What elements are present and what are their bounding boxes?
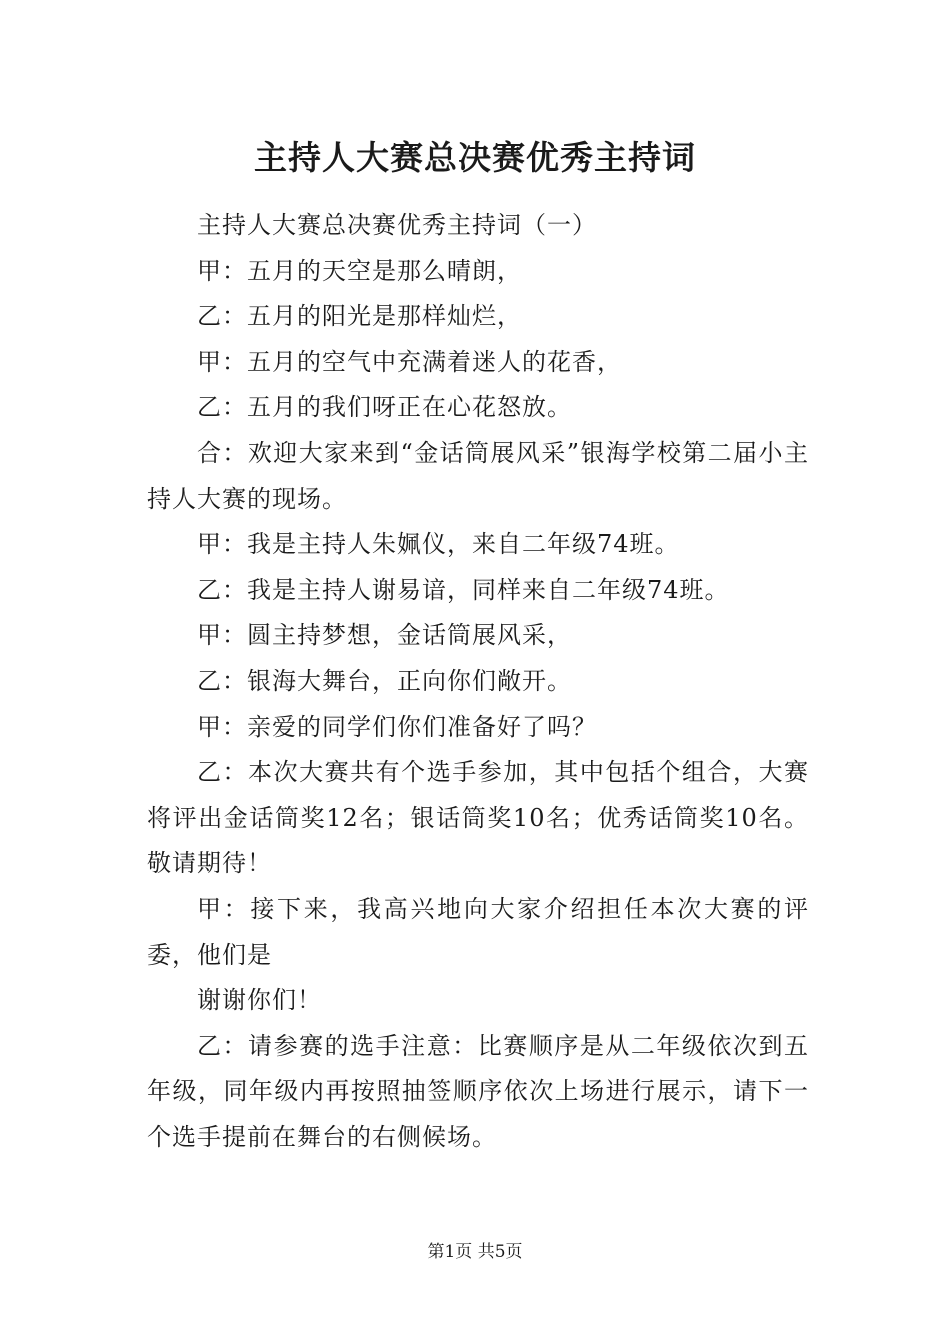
paragraph: 乙：五月的阳光是那样灿烂， [197,302,522,331]
paragraph: 乙：我是主持人谢易谙，同样来自二年级74班。 [197,575,730,604]
paragraph: 谢谢你们！ [197,986,322,1015]
paragraph: 甲：五月的空气中充满着迷人的花香， [197,347,622,376]
document-title: 主持人大赛总决赛优秀主持词 [254,138,696,177]
paragraph: 甲：亲爱的同学们你们准备好了吗？ [197,712,597,741]
page-footer: 第1页 共5页 [427,1242,523,1262]
paragraph: 甲：圆主持梦想，金话筒展风采， [197,621,572,650]
paragraph: 合：欢迎大家来到“金话筒展风采”银海学校第二届小主持人大赛的现场。 [147,438,809,513]
paragraph: 乙：银海大舞台，正向你们敞开。 [197,666,572,695]
document-body [147,203,809,1160]
paragraph: 甲：接下来，我高兴地向大家介绍担任本次大赛的评委，他们是 [147,894,809,969]
paragraph: 乙：五月的我们呀正在心花怒放。 [197,393,572,422]
paragraph: 甲：五月的天空是那么晴朗， [197,256,522,285]
paragraph: 甲：我是主持人朱姵仪，来自二年级74班。 [197,530,680,559]
paragraph: 乙：本次大赛共有个选手参加，其中包括个组合，大赛将评出金话筒奖12名；银话筒奖10名；优秀话筒奖10名。敬请期待！ [147,758,809,878]
paragraph: 主持人大赛总决赛优秀主持词（一） [197,211,597,239]
paragraph: 乙：请参赛的选手注意：比赛顺序是从二年级依次到五年级，同年级内再按照抽签顺序依次上场进行展示，请下一个选手提前在舞台的右侧候场。 [147,1031,809,1151]
